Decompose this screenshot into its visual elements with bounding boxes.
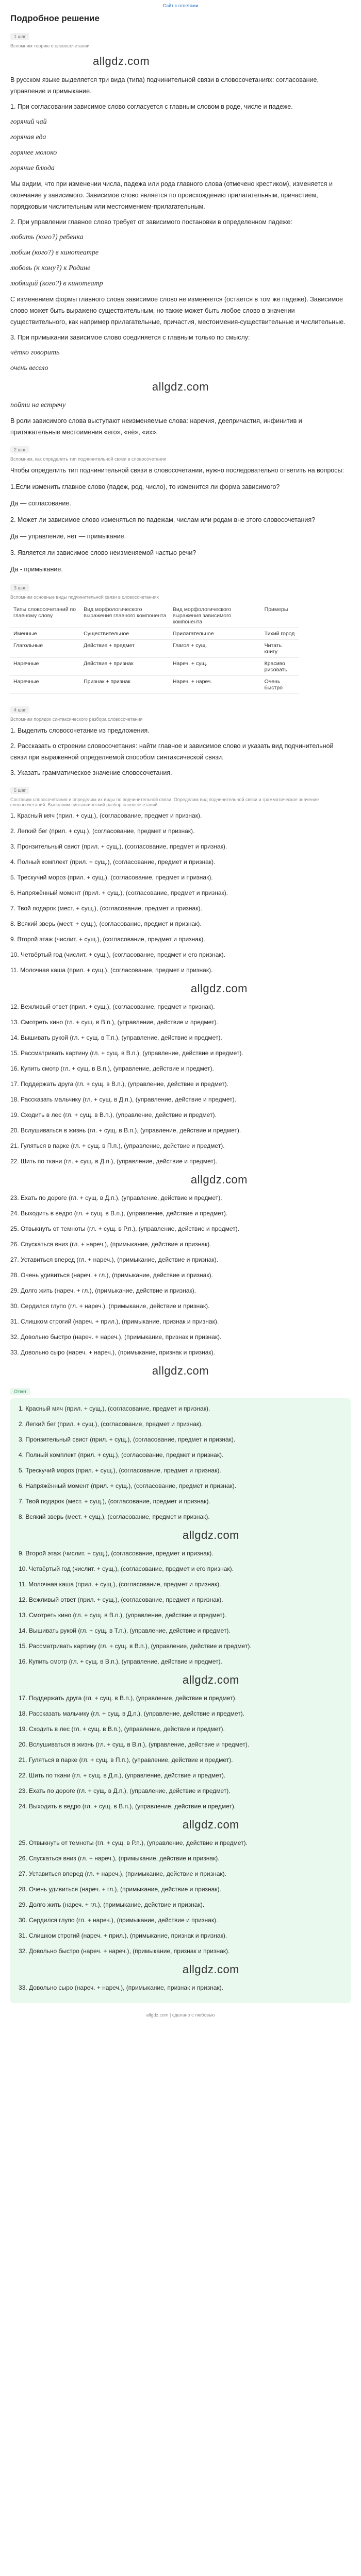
table-cell: Действие + признак — [80, 658, 170, 676]
types-table — [10, 604, 299, 694]
list-item: 1. Красный мяч (прил. + сущ.), (согласование, предмет и признак). — [10, 812, 202, 819]
table-header-cell: Типы словосочетаний по главному слову — [10, 604, 80, 628]
watermark: allgdz.com — [182, 1529, 239, 1541]
step-1-p6: 3. При примыкании зависимое слово соединяется с главным только по смыслу: — [10, 334, 250, 341]
table-cell: Действие + предмет — [80, 640, 170, 658]
table-cell: Глагольные — [10, 640, 80, 658]
list-item: 27. Уставиться вперед (гл. + нареч.), (примыкание, действие и признак). — [10, 1256, 218, 1263]
table-header-row — [10, 604, 299, 628]
answer-item: 10. Четвёртый год (числит. + сущ.), (согласование, предмет и его признак). — [19, 1565, 234, 1572]
list-item: 2. Легкий бег (прил. + сущ.), (согласование, предмет и признак). — [10, 827, 195, 835]
example-3: горячее молоко — [10, 149, 57, 157]
step-4-point: 3. Указать грамматическое значение словосочетания. — [10, 769, 172, 776]
answer-item: 1. Красный мяч (прил. + сущ.), (согласование, предмет и признак). — [19, 1405, 210, 1412]
list-item: 13. Смотреть кино (гл. + сущ. в В.п.), (управление, действие и предмет). — [10, 1019, 218, 1026]
answer-box — [10, 1398, 351, 2003]
list-item: 32. Довольно быстро (нареч. + нареч.), (примыкание, признак и признак). — [10, 1333, 222, 1341]
table-cell: Существительное — [80, 628, 170, 640]
list-item: 22. Шить по ткани (гл. + сущ. в Д.п.), (управление, действие и предмет). — [10, 1158, 218, 1165]
step-1-p7: В роли зависимого слова выступают неизменяемые слова: наречия, деепричастия, инфинитив и притяжательные местоимения «его», «её», «их». — [10, 417, 302, 436]
answer-item: 4. Полный комплект (прил. + сущ.), (согласование, предмет и признак). — [19, 1451, 224, 1459]
table-row — [10, 676, 299, 694]
list-item: 33. Довольно сыро (нареч. + нареч.), (примыкание, признак и признак). — [10, 1349, 215, 1356]
list-item: 15. Рассматривать картину (гл. + сущ. в В.п.), (управление, действие и предмет). — [10, 1049, 243, 1057]
watermark: allgdz.com — [190, 1173, 248, 1186]
list-item: 25. Отвыкнуть от темноты (гл. + сущ. в Р.п.), (управление, действие и предмет). — [10, 1225, 239, 1232]
list-item: 11. Молочная каша (прил. + сущ.), (согласование, предмет и признак). — [10, 967, 213, 974]
list-item: 17. Поддержать друга (гл. + сущ. в В.п.), (управление, действие и предмет). — [10, 1080, 229, 1088]
step-2-q2: 2. Может ли зависимое слово изменяться по падежам, числам или родам вне этого словосочетания? — [10, 516, 316, 523]
example-5: любить (кого?) ребенка — [10, 233, 84, 241]
watermark: allgdz.com — [182, 1818, 239, 1831]
table-header-cell: Вид морфологического выражения главного компонента — [80, 604, 170, 628]
table-cell: Нареч. + нареч. — [170, 676, 261, 694]
answer-item: 2. Легкий бег (прил. + сущ.), (согласование, предмет и признак). — [19, 1420, 203, 1428]
step-1-p1: В русском языке выделяется три вида (типа) подчинительной связи в словосочетаниях: согласование, управление и примыкание. — [10, 76, 319, 95]
footer: allgdz.com | сделано с любовью — [146, 2012, 215, 2018]
answer-item: 11. Молочная каша (прил. + сущ.), (согласование, предмет и признак). — [19, 1581, 221, 1588]
list-item: 12. Вежливый ответ (прил. + сущ.), (согласование, предмет и признак). — [10, 1003, 215, 1010]
step-1-p3: Мы видим, что при изменении числа, падежа или рода главного слова (отмечено крестиком), изменяется и окончание у зависимого. Зависимое слово является по происхождению прилагательным, причастием, порядковым числительным или местоимением-прилагательным. — [10, 180, 333, 210]
top-link-bar[interactable]: Сайт с ответами — [162, 3, 199, 8]
step-2-p1: Чтобы определить тип подчинительной связи в словосочетании, нужно последовательно ответить на вопросы: — [10, 467, 344, 474]
table-cell: Нареч. + сущ. — [170, 658, 261, 676]
answer-item: 25. Отвыкнуть от темноты (гл. + сущ. в Р.п.), (управление, действие и предмет). — [19, 1839, 248, 1846]
table-row — [10, 628, 299, 640]
table-cell: Признак + признак — [80, 676, 170, 694]
table-cell: Наречные — [10, 658, 80, 676]
answer-item: 22. Шить по ткани (гл. + сущ. в Д.п.), (управление, действие и предмет). — [19, 1772, 226, 1779]
list-item: 18. Рассказать мальчику (гл. + сущ. в Д.п.), (управление, действие и предмет). — [10, 1096, 236, 1103]
answer-item: 21. Гуляться в парке (гл. + сущ. в П.п.), (управление, действие и предмет). — [19, 1756, 233, 1764]
answer-item: 28. Очень удивиться (нареч. + гл.), (примыкание, действие и признак). — [19, 1886, 221, 1893]
answer-item: 19. Сходить в лес (гл. + сущ. в В.п.), (управление, действие и предмет). — [19, 1725, 225, 1733]
example-10: очень весело — [10, 364, 48, 372]
answer-item: 27. Уставиться вперед (гл. + нареч.), (примыкание, действие и признак). — [19, 1870, 226, 1877]
answer-item: 20. Вслушиваться в жизнь (гл. + сущ. в В.п.), (управление, действие и предмет). — [19, 1741, 250, 1748]
answer-item: 7. Твой подарок (мест. + сущ.), (согласование, предмет и признак). — [19, 1498, 210, 1505]
table-row — [10, 640, 299, 658]
answer-item: 13. Смотреть кино (гл. + сущ. в В.п.), (управление, действие и предмет). — [19, 1612, 226, 1619]
step-5-list — [10, 810, 351, 1358]
step-1-badge: 1 шаг — [10, 33, 29, 40]
answer-item: 6. Напряжённый момент (прил. + сущ.), (согласование, предмет и признак). — [19, 1482, 237, 1489]
step-4-badge: 4 шаг — [10, 706, 29, 714]
step-1-p2: 1. При согласовании зависимое слово согласуется с главным словом в роде, числе и падеже. — [10, 103, 293, 110]
table-cell: Красиво рисовать — [261, 658, 299, 676]
table-cell: Читать книгу — [261, 640, 299, 658]
answer-item: 30. Сердился глупо (гл. + нареч.), (примыкание, действие и признак). — [19, 1917, 218, 1924]
answer-item: 29. Долго жить (нареч. + гл.), (примыкание, действие и признак). — [19, 1901, 205, 1908]
answer-badge: Ответ — [10, 1388, 30, 1395]
list-item: 19. Сходить в лес (гл. + сущ. в В.п.), (управление, действие и предмет). — [10, 1111, 217, 1118]
answer-item: 15. Рассматривать картину (гл. + сущ. в В.п.), (управление, действие и предмет). — [19, 1642, 252, 1650]
example-9: чётко говорить — [10, 349, 60, 357]
answer-item: 31. Слишком строгий (нареч. + прил.), (примыкание, признак и признак). — [19, 1932, 227, 1939]
answer-item: 23. Ехать по дороге (гл. + сущ. в Д.п.), (управление, действие и предмет). — [19, 1787, 231, 1794]
answer-item: 9. Второй этаж (числит. + сущ.), (согласование, предмет и признак). — [19, 1550, 214, 1557]
table-cell: Очень быстро — [261, 676, 299, 694]
example-1: горячий чай — [10, 118, 47, 126]
list-item: 7. Твой подарок (мест. + сущ.), (согласование, предмет и признак). — [10, 905, 202, 912]
table-cell: Тихий город — [261, 628, 299, 640]
step-1-p4: 2. При управлении главное слово требует от зависимого постановки в определенном падеже: — [10, 218, 292, 226]
step-4-section — [10, 702, 351, 778]
table-cell: Именные — [10, 628, 80, 640]
step-4-point: 1. Выделить словосочетание из предложения. — [10, 727, 150, 734]
list-item: 3. Пронзительный свист (прил. + сущ.), (согласование, предмет и признак). — [10, 843, 227, 850]
table-row — [10, 658, 299, 676]
answer-item: 12. Вежливый ответ (прил. + сущ.), (согласование, предмет и признак). — [19, 1596, 223, 1603]
answer-item: 32. Довольно быстро (нареч. + нареч.), (примыкание, признак и признак). — [19, 1947, 230, 1955]
step-4-intro: Вспомним порядок синтаксического разбора словосочетания — [10, 717, 143, 722]
step-2-badge: 2 шаг — [10, 446, 29, 453]
list-item: 4. Полный комплект (прил. + сущ.), (согласование, предмет и признак). — [10, 858, 216, 866]
step-1-section — [10, 29, 351, 438]
example-7: любовь (к кому?) к Родине — [10, 264, 91, 272]
list-item: 29. Долго жить (нареч. + гл.), (примыкание, действие и признак). — [10, 1287, 196, 1294]
list-item: 6. Напряжённый момент (прил. + сущ.), (согласование, предмет и признак). — [10, 889, 228, 896]
step-2-a2: Да — управление, нет — примыкание. — [10, 533, 126, 540]
step-3-intro: Вспомним основные виды подчинительной связи в словосочетаниях — [10, 595, 159, 600]
answer-item: 3. Пронзительный свист (прил. + сущ.), (согласование, предмет и признак). — [19, 1436, 236, 1443]
list-item: 16. Купить смотр (гл. + сущ. в В.п.), (управление, действие и предмет). — [10, 1065, 214, 1072]
example-6: любим (кого?) в кинотеатре — [10, 249, 99, 257]
example-8: любящий (кого?) в кинотеатр — [10, 280, 103, 287]
step-4-point: 2. Рассказать о строении словосочетания: найти главное и зависимое слово и указать вид подчинительной связи при выраженной определяемой способом синтаксической связи. — [10, 742, 334, 761]
step-5-section — [10, 783, 351, 1358]
list-item: 23. Ехать по дороге (гл. + сущ. в Д.п.), (управление, действие и предмет). — [10, 1194, 222, 1201]
table-header-cell: Вид морфологического выражения зависимого компонента — [170, 604, 261, 628]
answer-item: 33. Довольно сыро (нареч. + нареч.), (примыкание, признак и признак). — [19, 1984, 223, 1991]
step-1-intro: Вспомним теорию о словосочетании — [10, 43, 90, 48]
list-item: 8. Всякий зверь (мест. + сущ.), (согласование, предмет и признак). — [10, 920, 202, 927]
answer-item: 8. Всякий зверь (мест. + сущ.), (согласование, предмет и признак). — [19, 1513, 210, 1520]
list-item: 28. Очень удивиться (нареч. + гл.), (примыкание, действие и признак). — [10, 1272, 213, 1279]
table-header-cell: Примеры — [261, 604, 299, 628]
step-2-q3: 3. Является ли зависимое слово неизменяемой частью речи? — [10, 549, 196, 556]
list-item: 30. Сердился глупо (гл. + нареч.), (примыкание, действие и признак). — [10, 1302, 210, 1310]
step-3-badge: 3 шаг — [10, 584, 29, 591]
step-2-a1: Да — согласование. — [10, 500, 71, 507]
step-1-p5: С изменением формы главного слова зависимое слово не изменяется (остается в том же падеже). Зависимое слово может быть выражено существительным, но также может быть любое слово в значении существительного, как например прилагательные, причастия, местоимения-существительные и числительные. — [10, 296, 346, 326]
list-item: 20. Вслушиваться в жизнь (гл. + сущ. в В.п.), (управление, действие и предмет). — [10, 1127, 241, 1134]
example-4: горячие блюда — [10, 164, 55, 172]
list-item: 31. Слишком строгий (нареч. + прил.), (примыкание, признак и признак). — [10, 1318, 219, 1325]
step-5-badge: 5 шаг — [10, 787, 29, 794]
watermark: allgdz.com — [182, 1963, 239, 1976]
step-2-intro: Вспомним, как определить тип подчинительной связи в словосочетании — [10, 456, 167, 462]
list-item: 5. Трескучий мороз (прил. + сущ.), (согласование, предмет и признак). — [10, 874, 213, 881]
watermark: allgdz.com — [152, 380, 209, 393]
step-3-section — [10, 580, 351, 694]
answer-item: 14. Вышивать рукой (гл. + сущ. в Т.п.), (управление, действие и предмет). — [19, 1627, 231, 1634]
watermark: allgdz.com — [190, 982, 248, 995]
answer-item: 16. Купить смотр (гл. + сущ. в В.п.), (управление, действие и предмет). — [19, 1658, 222, 1665]
step-2-section — [10, 442, 351, 575]
answer-item: 17. Поддержать друга (гл. + сущ. в В.п.), (управление, действие и предмет). — [19, 1694, 237, 1702]
list-item: 24. Выходить в ведро (гл. + сущ. в В.п.), (управление, действие и предмет). — [10, 1210, 228, 1217]
watermark: allgdz.com — [182, 1673, 239, 1686]
watermark: allgdz.com — [152, 1364, 209, 1377]
answer-item: 18. Рассказать мальчику (гл. + сущ. в Д.п.), (управление, действие и предмет). — [19, 1710, 244, 1717]
table-cell: Прилагательное — [170, 628, 261, 640]
list-item: 26. Спускаться вниз (гл. + нареч.), (примыкание, действие и признак). — [10, 1241, 211, 1248]
table-cell: Наречные — [10, 676, 80, 694]
step-2-q1: 1.Если изменить главное слово (падеж, род, число), то изменится ли форма зависимого? — [10, 483, 280, 490]
list-item: 10. Четвёртый год (числит. + сущ.), (согласование, предмет и его признак). — [10, 951, 225, 958]
example-11: пойти на встречу — [10, 401, 66, 409]
table-cell: Глагол + сущ. — [170, 640, 261, 658]
answer-item: 24. Выходить в ведро (гл. + сущ. в В.п.), (управление, действие и предмет). — [19, 1803, 236, 1810]
list-item: 14. Вышивать рукой (гл. + сущ. в Т.п.), (управление, действие и предмет). — [10, 1034, 222, 1041]
page-title: Подробное решение — [10, 13, 100, 23]
answer-item: 5. Трескучий мороз (прил. + сущ.), (согласование, предмет и признак). — [19, 1467, 221, 1474]
answer-item: 26. Спускаться вниз (гл. + нареч.), (примыкание, действие и признак). — [19, 1855, 220, 1862]
step-2-a3: Да - примыкание. — [10, 566, 63, 573]
example-2: горячая еда — [10, 133, 46, 141]
list-item: 21. Гуляться в парке (гл. + сущ. в П.п.), (управление, действие и предмет). — [10, 1142, 225, 1149]
step-5-intro: Составим словосочетания и определим их виды по подчинительной связи. Определим вид подчинительной связи и грамматическое значение словосочетаний. Выполним синтаксический разбор словосочетаний — [10, 797, 319, 807]
list-item: 9. Второй этаж (числит. + сущ.), (согласование, предмет и признак). — [10, 936, 205, 943]
watermark: allgdz.com — [93, 55, 150, 67]
